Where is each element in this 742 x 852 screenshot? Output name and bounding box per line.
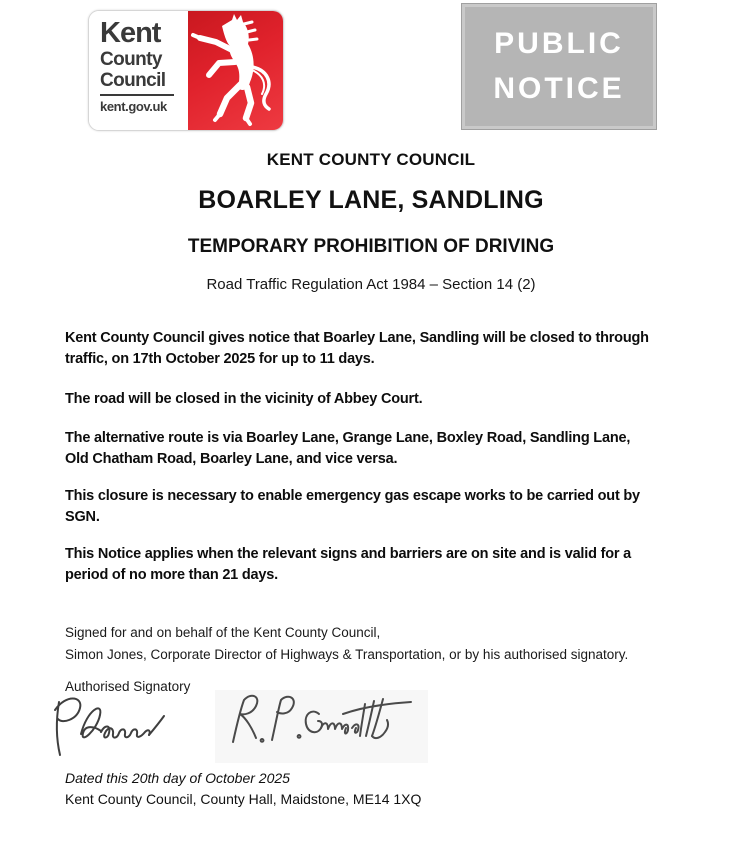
signed-line2: Simon Jones, Corporate Director of Highways & Transportation, or by his authorised signatory.: [65, 647, 629, 662]
public-notice-line1: PUBLIC: [494, 27, 624, 60]
act-reference: Road Traffic Regulation Act 1984 – Section 14 (2): [206, 276, 536, 293]
road-title: BOARLEY LANE, SANDLING: [198, 186, 544, 214]
authorised-signatory-label: Authorised Signatory: [65, 679, 191, 694]
paragraph-line: The alternative route is via Boarley Lane, Grange Lane, Boxley Road, Sandling Lane,: [65, 430, 631, 446]
body-paragraph-reason: [65, 486, 640, 528]
public-notice-line2: NOTICE: [493, 72, 625, 105]
restriction-title: TEMPORARY PROHIBITION OF DRIVING: [187, 236, 555, 257]
address-line: Kent County Council, County Hall, Maidstone, ME14 1XQ: [65, 791, 422, 807]
paragraph-line: This Notice applies when the relevant signs and barriers are on site and is valid for a: [65, 546, 631, 562]
signature-2-scan: [215, 690, 428, 763]
signed-line1: Signed for and on behalf of the Kent County Council,: [65, 625, 381, 640]
authority-title: KENT COUNTY COUNCIL: [266, 150, 476, 169]
public-notice-badge: [461, 3, 657, 130]
body-paragraph-validity: [65, 544, 631, 586]
paragraph-line: Old Chatham Road, Boarley Lane, and vice versa.: [65, 451, 398, 467]
logo-divider: [100, 94, 174, 96]
invicta-horse-icon: [188, 12, 282, 129]
body-paragraph-vicinity: [65, 389, 422, 410]
body-paragraph-closure: [65, 328, 649, 370]
logo-red-panel: [188, 11, 283, 130]
signed-statement: [65, 622, 628, 666]
kcc-logo: [88, 10, 284, 131]
footer-block: [65, 768, 421, 810]
logo-line-kent: Kent: [100, 17, 161, 49]
paragraph-line: Kent County Council gives notice that Boarley Lane, Sandling will be closed to through: [65, 330, 649, 346]
logo-website: kent.gov.uk: [100, 99, 167, 114]
logo-line-county: County: [100, 49, 162, 70]
body-paragraph-alternative-route: [65, 428, 630, 470]
dated-line: Dated this 20th day of October 2025: [65, 770, 290, 786]
paragraph-line: period of no more than 21 days.: [65, 567, 278, 583]
paragraph-line: traffic, on 17th October 2025 for up to 11 days.: [65, 351, 375, 367]
signature-1: [50, 692, 185, 764]
logo-wordmark: [89, 11, 188, 130]
paragraph-line: The road will be closed in the vicinity of Abbey Court.: [65, 391, 423, 407]
paragraph-line: SGN.: [65, 509, 100, 525]
paragraph-line: This closure is necessary to enable emergency gas escape works to be carried out by: [65, 488, 640, 504]
logo-line-council: Council: [100, 70, 166, 91]
signature-2: [215, 690, 428, 763]
